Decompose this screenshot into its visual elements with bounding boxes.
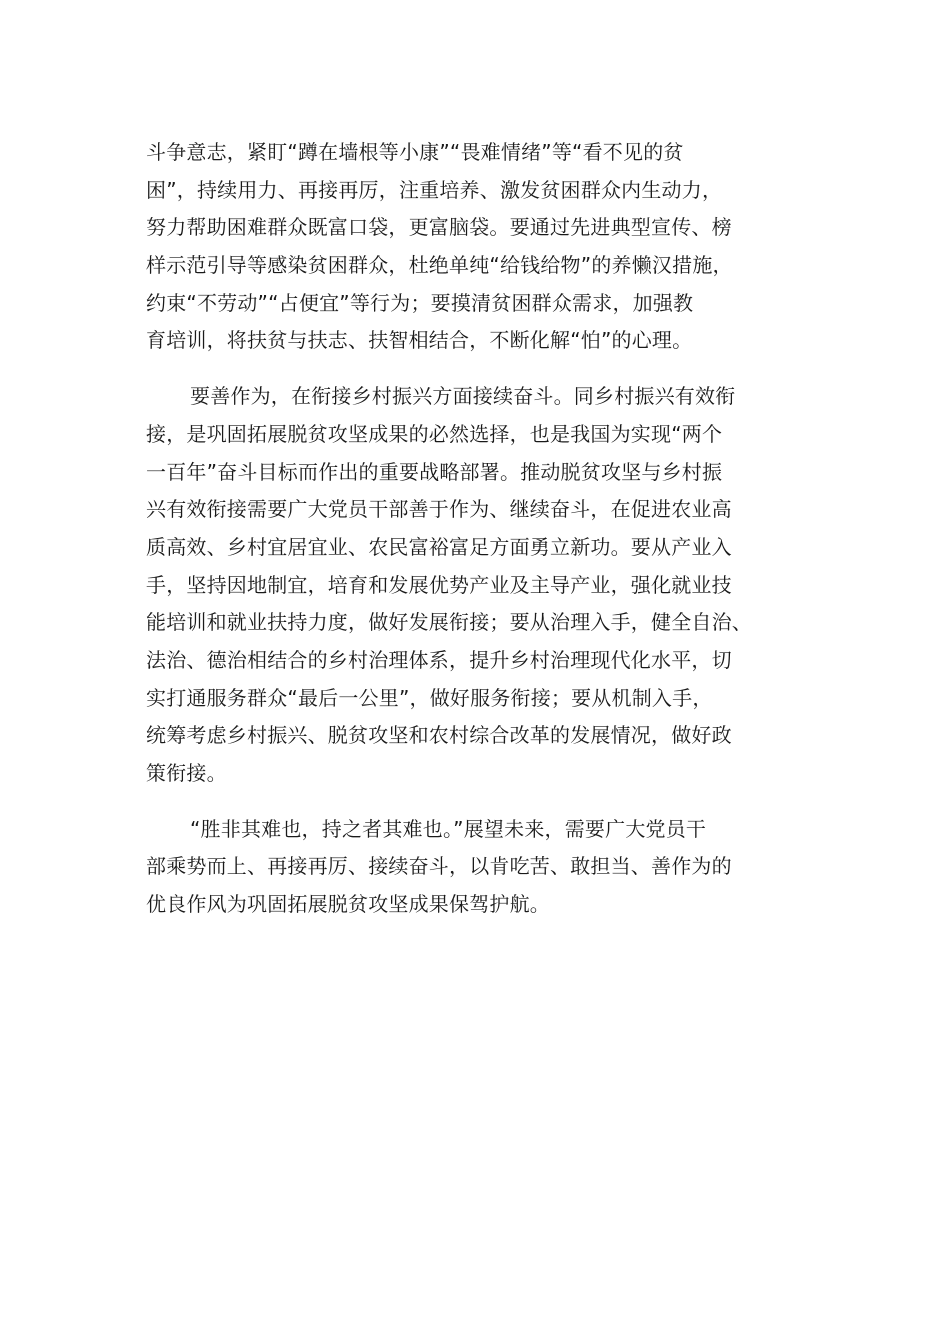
text-line: 手，坚持因地制宜，培育和发展优势产业及主导产业，强化就业技	[146, 572, 732, 597]
text-line: 能培训和就业扶持力度，做好发展衔接；要从治理入手，健全自治、	[146, 610, 752, 635]
text-line: 育培训，将扶贫与扶志、扶智相结合，不断化解“怕”的心理。	[146, 328, 693, 353]
text-line: 努力帮助困难群众既富口袋，更富脑袋。要通过先进典型宣传、榜	[146, 215, 732, 240]
paragraph-1	[146, 134, 806, 360]
text-line: 优良作风为巩固拓展脱贫攻坚成果保驾护航。	[146, 892, 550, 917]
text-line: 统筹考虑乡村振兴、脱贫攻坚和农村综合改革的发展情况，做好政	[146, 723, 732, 748]
text-line: 一百年”奋斗目标而作出的重要战略部署。推动脱贫攻坚与乡村振	[146, 459, 723, 484]
text-line: 样示范引导等感染贫困群众，杜绝单纯“给钱给物”的养懒汉措施，	[146, 253, 733, 278]
text-line: 约束“不劳动”“占便宜”等行为；要摸清贫困群众需求，加强教	[146, 290, 694, 315]
text-line: “胜非其难也，持之者其难也。”展望未来，需要广大党员干	[190, 816, 707, 841]
text-line: 兴有效衔接需要广大党员干部善于作为、继续奋斗，在促进农业高	[146, 497, 732, 522]
text-line: 质高效、乡村宜居宜业、农民富裕富足方面勇立新功。要从产业入	[146, 534, 732, 559]
text-line: 实打通服务群众“最后一公里”，做好服务衔接；要从机制入手，	[146, 685, 713, 710]
paragraph-spacer	[146, 360, 806, 378]
text-line: 法治、德治相结合的乡村治理体系，提升乡村治理现代化水平，切	[146, 647, 732, 672]
text-line: 困”，持续用力、再接再厉，注重培养、激发贫困群众内生动力，	[146, 177, 723, 202]
document-body	[146, 134, 806, 924]
text-line: 要善作为，在衔接乡村振兴方面接续奋斗。同乡村振兴有效衔	[190, 384, 736, 409]
paragraph-3	[146, 811, 806, 924]
paragraph-2	[146, 378, 806, 793]
text-line: 斗争意志，紧盯“蹲在墙根等小康”“畏难情绪”等“看不见的贫	[146, 140, 684, 164]
text-line: 策衔接。	[146, 761, 227, 785]
text-line: 部乘势而上、再接再厉、接续奋斗，以肯吃苦、敢担当、善作为的	[146, 854, 732, 879]
text-line: 接，是巩固拓展脱贫攻坚成果的必然选择，也是我国为实现“两个	[146, 421, 723, 446]
paragraph-spacer	[146, 793, 806, 811]
